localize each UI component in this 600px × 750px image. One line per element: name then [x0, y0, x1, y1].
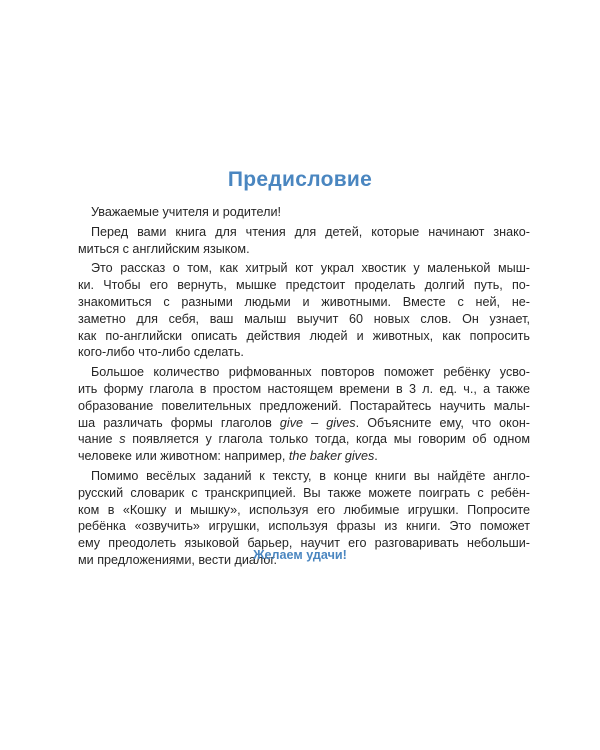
page-title: Предисловие — [227, 168, 373, 191]
paragraph-4-line-1: Помимо весёлых заданий к тексту, в конце книги вы найдёте англо- — [91, 468, 530, 483]
paragraph-1-line-1: Перед вами книга для чтения для детей, которые начинают знако- — [91, 224, 530, 239]
paragraph-4-line-2: русский словарик с транскрипцией. Вы также можете поиграть с ребён- — [78, 485, 530, 500]
italic-example-give-gives: give – gives — [279, 415, 356, 430]
paragraph-2-line-4: заметно для себя, ваш малыш выучит 60 новых слов. Он узнает, — [78, 311, 530, 326]
paragraph-3-line-6 — [78, 448, 530, 465]
paragraph-4-line-4: ребёнка «озвучить» игрушки, используя фразы из книги. Это поможет — [78, 519, 530, 534]
paragraph-3-line-4 — [78, 415, 530, 432]
paragraph-3-line-5 — [78, 431, 530, 448]
closing-wish: Желаем удачи! — [253, 548, 347, 562]
italic-example-s: s — [119, 432, 126, 447]
paragraph-2-line-1: Это рассказ о том, как хитрый кот украл хвостик у маленькой мыш- — [91, 261, 530, 276]
text-run: появляется у глагола только тогда, когда мы говорим об одном — [125, 432, 530, 447]
paragraph-3-line-2: ить форму глагола в простом настоящем времени в 3 л. ед. ч., а также — [78, 381, 530, 396]
paragraph-3-line-1: Большое количество рифмованных повторов поможет ребёнку усво- — [91, 365, 530, 380]
paragraph-3-line-3: образование повелительных предложений. Постарайтесь научить малы- — [78, 398, 530, 413]
text-run: чание — [78, 432, 120, 447]
italic-example-the-baker-gives: the baker gives — [288, 449, 375, 464]
paragraph-1-line-2: миться с английским языком. — [78, 241, 250, 256]
paragraph-4-line-6: ми предложениями, вести диалог. — [78, 552, 277, 567]
preface-body — [78, 204, 530, 569]
paragraph-2-line-3: знакомиться с разными людьми и животными. Вместе с ней, не- — [78, 294, 530, 309]
paragraph-2-line-2: ки. Чтобы его вернуть, мышке предстоит проделать долгий путь, по- — [78, 278, 530, 293]
greeting-line: Уважаемые учителя и родители! — [91, 205, 282, 219]
text-run: ша различать формы глаголов — [78, 415, 280, 430]
text-run: человеке или животном: например, — [78, 449, 289, 464]
paragraph-2-line-5: как по-английски описать действия людей и животных, как попросить — [78, 328, 530, 343]
paragraph-4-line-5: ему преодолеть языковой барьер, научит его разговаривать небольши- — [78, 536, 530, 551]
paragraph-2-line-6: кого-либо что-либо сделать. — [78, 345, 244, 360]
text-run: . — [374, 449, 378, 464]
text-run: . Объясните ему, что окон- — [355, 415, 530, 430]
paragraph-4-line-3: ком в «Кошку и мышку», используя его любимые игрушки. Попросите — [78, 502, 530, 517]
